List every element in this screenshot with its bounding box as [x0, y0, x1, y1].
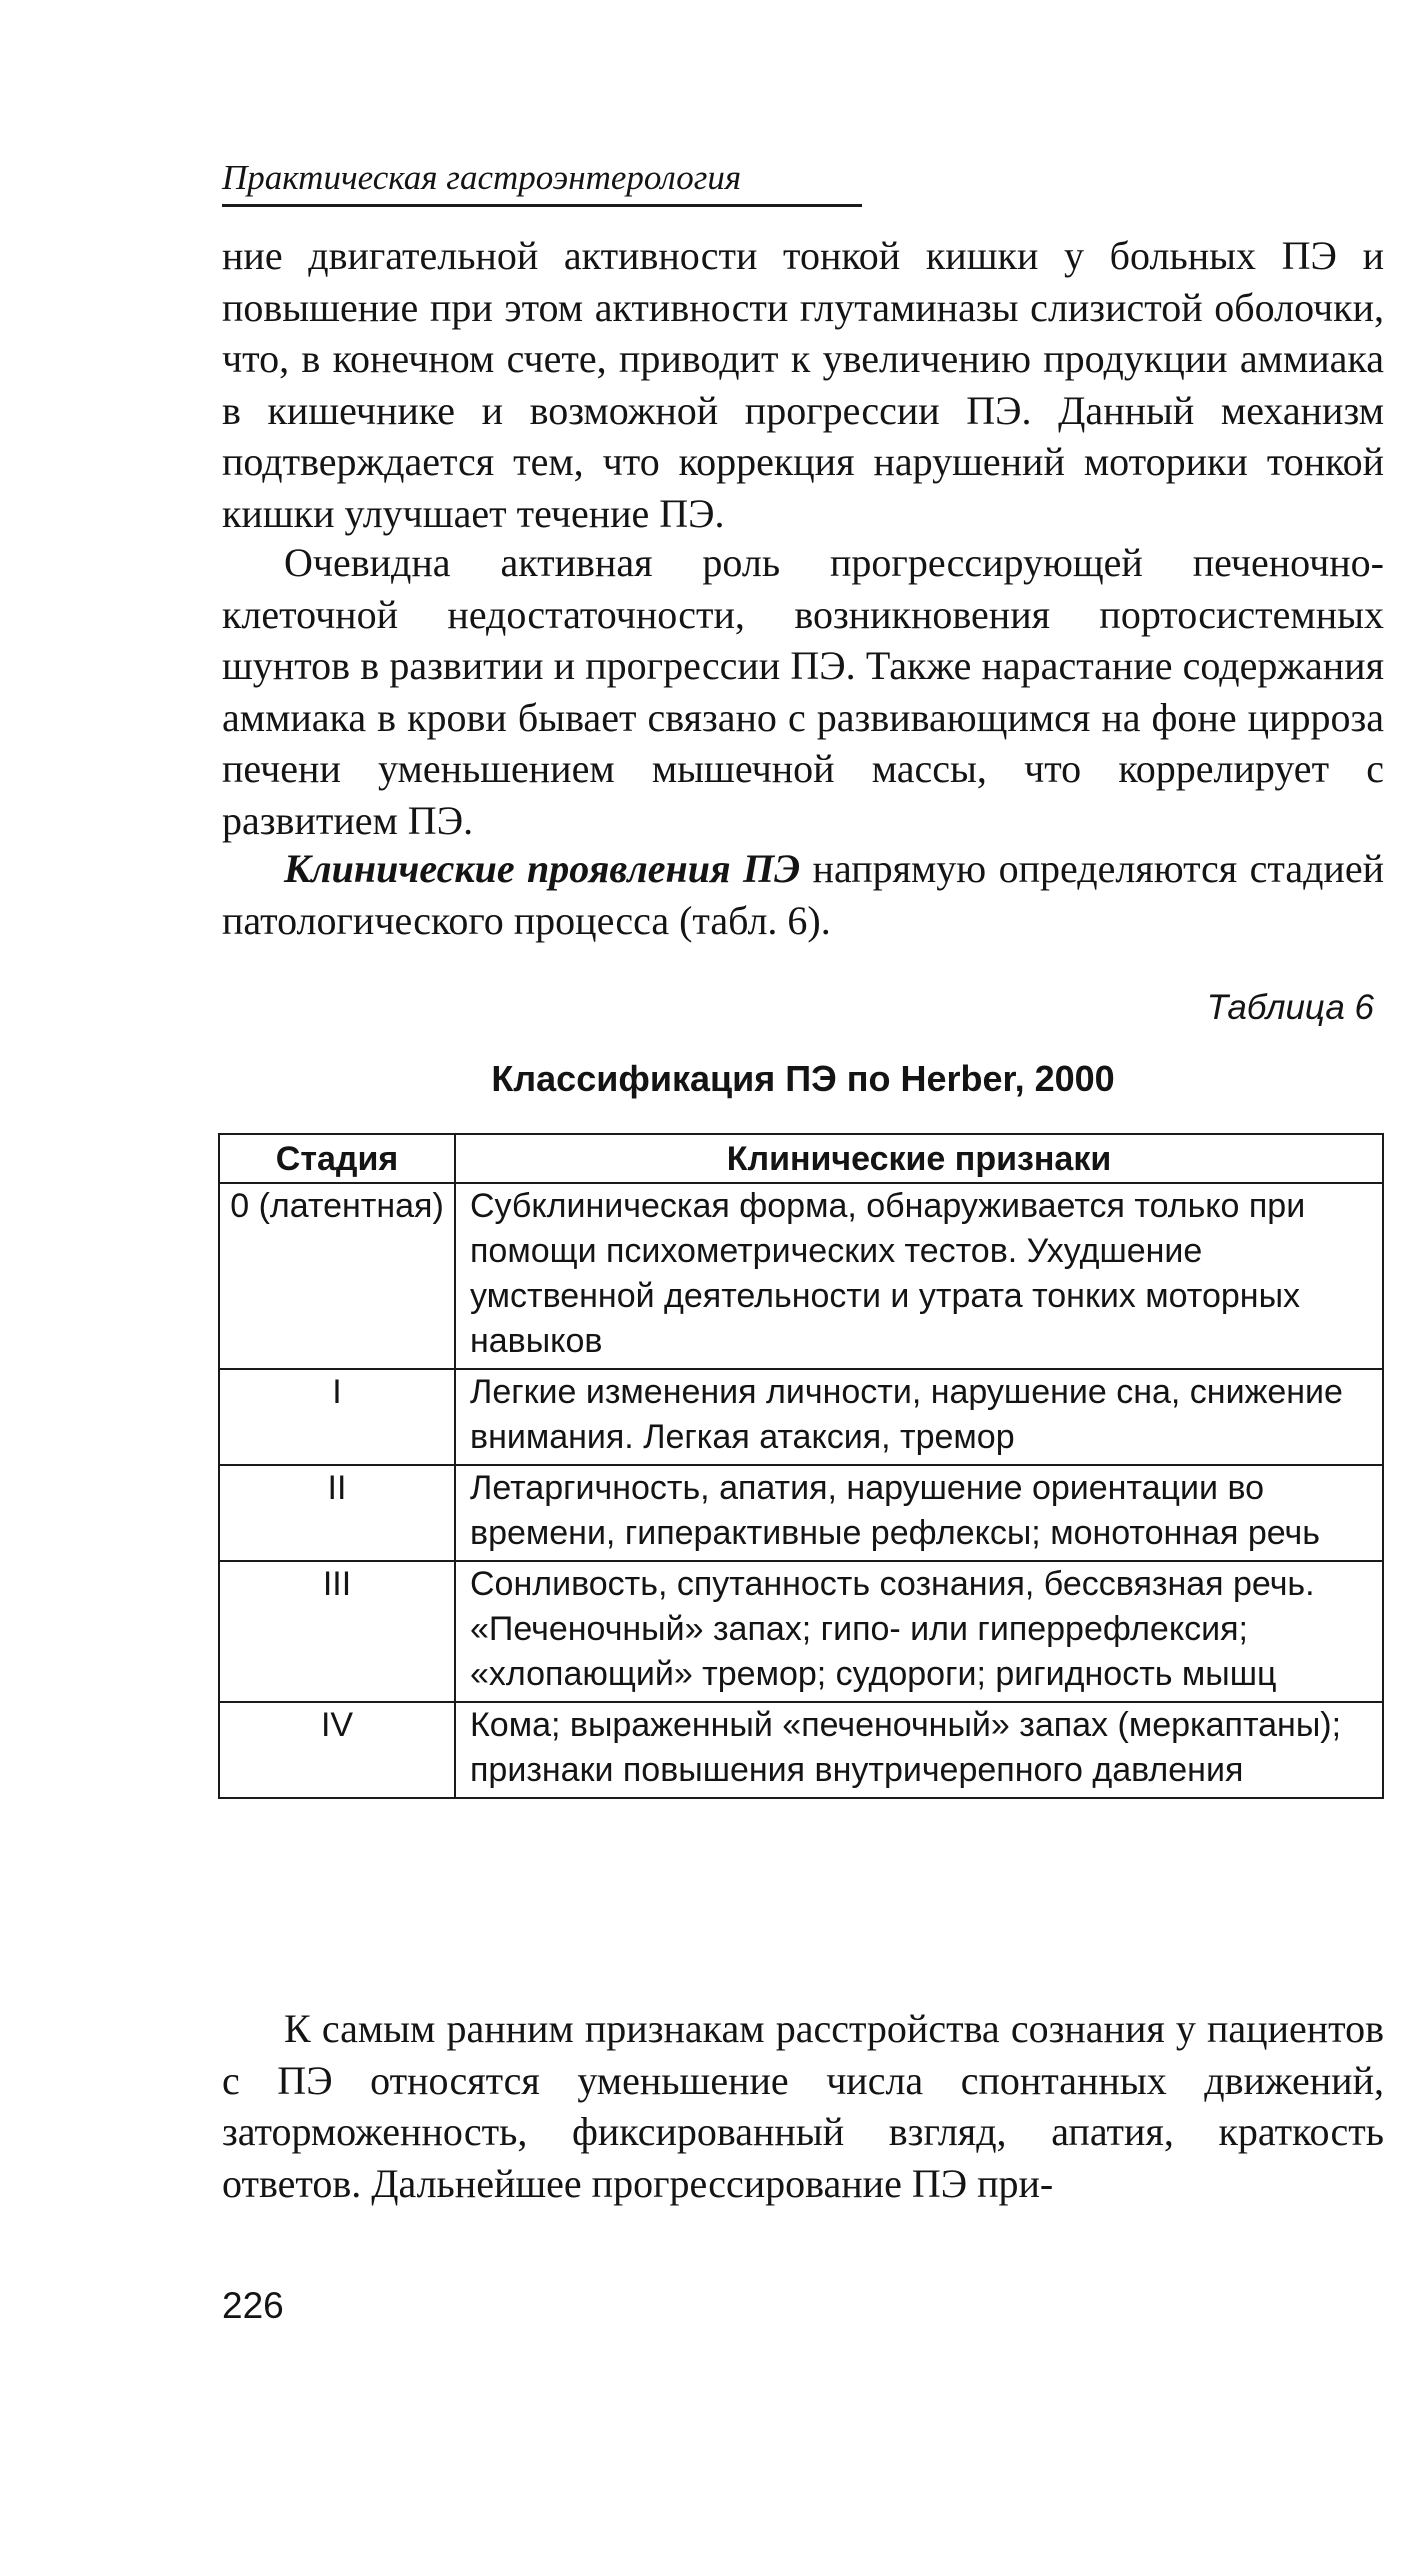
paragraph-1: ние двигательной активности тонкой кишки у больных ПЭ и повышение при этом активности глутаминазы слизистой оболочки, что, в конечном счете, приводит к увеличению продукции аммиака в кишечнике и возможной прогрессии ПЭ. Данный механизм подтверждается тем, что коррекция нарушений моторики тонкой кишки улучшает течение ПЭ.	[222, 233, 1384, 536]
column-header-signs: Клинические признаки	[455, 1134, 1383, 1183]
paragraph-3-text: напрямую определяются стадией патологического процесса (табл. 6).	[222, 846, 1384, 943]
running-head: Практическая гастроэнтерология	[222, 158, 862, 207]
table-row	[219, 1369, 1383, 1465]
table-row	[219, 1183, 1383, 1369]
stage-cell: IV	[219, 1702, 455, 1798]
paragraph-4: К самым ранним признакам расстройства сознания у пациентов с ПЭ относятся уменьшение числа спонтанных движений, заторможенность, фиксированный взгляд, апатия, краткость ответов. Дальнейшее прогрессирование ПЭ при-	[222, 2006, 1384, 2206]
stage-cell: 0 (латентная)	[219, 1183, 455, 1369]
table-row	[219, 1702, 1383, 1798]
table-header-row	[219, 1134, 1383, 1183]
page-number: 226	[222, 2285, 284, 2326]
table-row	[219, 1465, 1383, 1561]
stage-cell: III	[219, 1561, 455, 1702]
table-label: Таблица 6	[1206, 988, 1374, 1027]
signs-cell: Легкие изменения личности, нарушение сна, снижение внимания. Легкая атаксия, тремор	[455, 1369, 1383, 1465]
signs-cell: Сонливость, спутанность сознания, бессвязная речь. «Печеночный» запах; гипо- или гиперрефлексия; «хлопающий» тремор; судороги; ригидность мышц	[455, 1561, 1383, 1702]
classification-table	[218, 1133, 1384, 1799]
signs-cell: Летаргичность, апатия, нарушение ориентации во времени, гиперактивные рефлексы; монотонная речь	[455, 1465, 1383, 1561]
signs-cell: Кома; выраженный «печеночный» запах (меркаптаны); признаки повышения внутричерепного давления	[455, 1702, 1383, 1798]
stage-cell: I	[219, 1369, 455, 1465]
paragraph-3	[222, 843, 1384, 946]
table-row	[219, 1561, 1383, 1702]
paragraph-2: Очевидна активная роль прогрессирующей печеночно-клеточной недостаточности, возникновения портосистемных шунтов в развитии и прогрессии ПЭ. Также нарастание содержания аммиака в крови бывает связано с развивающимся на фоне цирроза печени уменьшением мышечной массы, что коррелирует с развитием ПЭ.	[222, 540, 1384, 843]
table-title: Классификация ПЭ по Herber, 2000	[491, 1058, 1115, 1099]
signs-cell: Субклиническая форма, обнаруживается только при помощи психометрических тестов. Ухудшение умственной деятельности и утрата тонких моторных навыков	[455, 1183, 1383, 1369]
column-header-stage: Стадия	[219, 1134, 455, 1183]
paragraph-3-term: Клинические проявления ПЭ	[284, 846, 801, 891]
stage-cell: II	[219, 1465, 455, 1561]
